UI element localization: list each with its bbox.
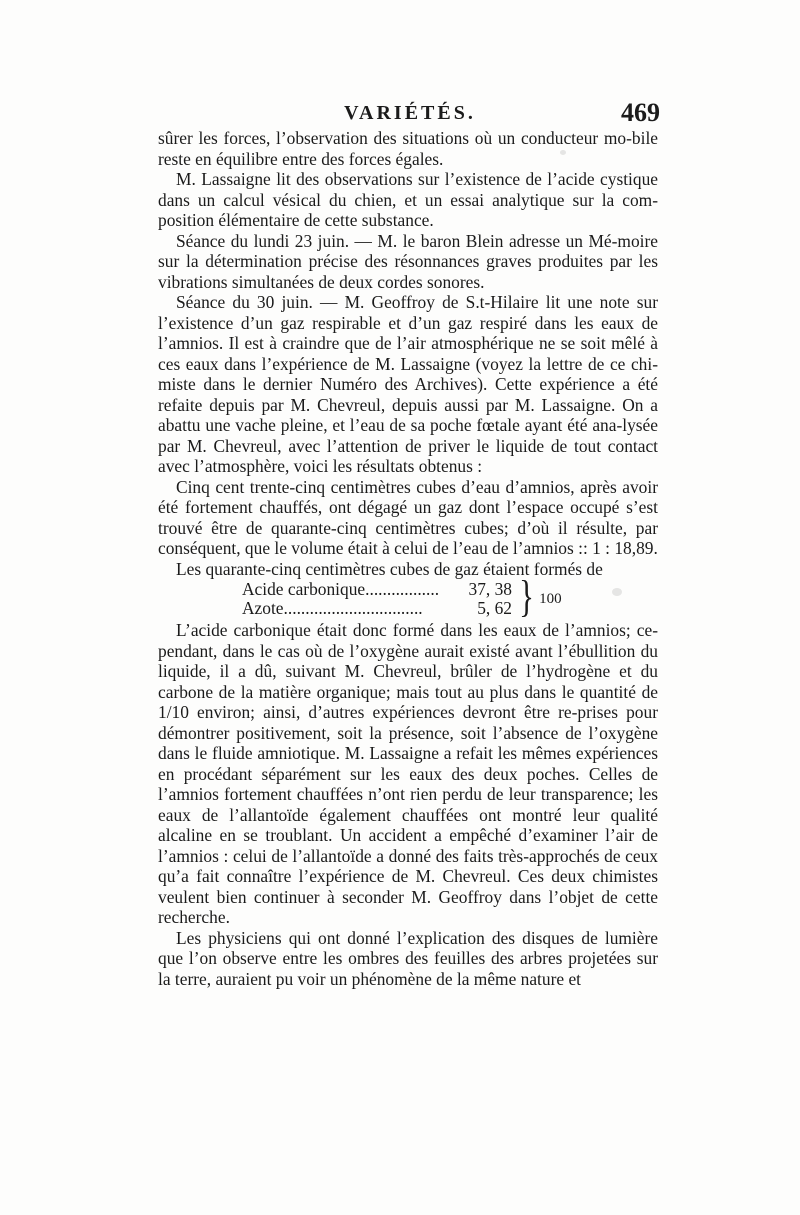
paragraph-lassaigne-cystique: M. Lassaigne lit des observations sur l’existence de l’acide cystique dans un calcul vésical du chien, et un essai analytique sur la com-position élémentaire de cette substance. — [158, 169, 658, 230]
ink-speck — [560, 150, 566, 155]
gas-value: 37, 38 — [468, 579, 512, 599]
paragraph-physiciens: Les physiciens qui ont donné l’explication des disques de lumière que l’on observe entre les ombres des feuilles des arbres projetées sur la terre, auraient pu voir un phénomène de la même nature et — [158, 927, 658, 989]
paragraph-seance-30-juin: Séance du 30 juin. — M. Geoffroy de S.t-Hilaire lit une note sur l’existence d’un gaz respirable et d’un gaz respiré dans les eaux de l’amnios. Il est à craindre que de l’air atmosphérique ne se soit mêlé à ces eaux dans l’expérience de M. Lassaigne (voyez la lettre de ce chi-miste dans le dernier Numéro des Archives). Cette expérience a été refaite depuis par M. Chevreul, depuis aussi par M. Lassaigne. On a abattu une vache pleine, et l’eau de sa poche fœtale ayant été ana-lysée par M. Chevreul, avec l’attention de priver le liquide de tout contact avec l’atmosphère, voici les résultats obtenus : — [158, 292, 658, 476]
brace-symbol: } — [519, 572, 534, 621]
table-row — [242, 580, 512, 599]
paragraph-seance-23-juin: Séance du lundi 23 juin. — M. le baron Blein adresse un Mé-moire sur la détermination précise des résonnances graves produites par les vibrations simultanées de deux cordes sonores. — [158, 230, 658, 292]
running-title: VARIÉTÉS. — [344, 102, 476, 124]
page-number: 469 — [621, 98, 660, 127]
gas-value: 5, 62 — [477, 598, 512, 618]
paragraph-forces: sûrer les forces, l’observation des situations où un conducteur mo-bile reste en équilibre entre des forces égales. — [158, 128, 658, 169]
page-body — [158, 128, 658, 989]
table-row — [242, 599, 512, 618]
dot-leader: ................................ — [283, 598, 423, 618]
gas-label: Azote — [242, 598, 284, 618]
page-header — [160, 98, 660, 130]
gas-total: 100 — [539, 590, 562, 607]
ink-speck — [612, 588, 622, 596]
gas-label: Acide carbonique — [242, 579, 366, 599]
paragraph-acide-carbonique: L’acide carbonique était donc formé dans les eaux de l’amnios; ce-pendant, dans le cas où de l’oxygène aurait existé avant l’ébullition du liquide, il a dû, suivant M. Chevreul, brûler de l’hydrogène et du carbone de la matière organique; mais tout au plus dans le quantité de 1/10 environ; ainsi, d’autres expériences devront être re-prises pour démontrer positivement, soit la présence, soit l’absence de l’oxygène dans le fluide amniotique. M. Lassaigne a refait les mêmes expériences en procédant séparément sur les eaux des deux poches. Celles de l’amnios fortement chauffées n’ont rien perdu de leur transparence; les eaux de l’allantoïde également chauffées ont montré leur qualité alcaline en se troublant. Un accident a empêché d’examiner l’air de l’amnios : celui de l’allantoïde a donné des faits très-approchés de ceux qu’a fait connaître l’expérience de M. Chevreul. Ces deux chimistes veulent bien continuer à seconder M. Geoffroy dans l’objet de cette recherche. — [158, 620, 658, 927]
dot-leader: ................. — [365, 579, 440, 599]
gas-composition-table — [242, 572, 622, 621]
paragraph-gaz-intro: Les quarante-cinq centimètres cubes de gaz étaient formés de — [176, 558, 603, 579]
paragraph-cinq-cent: Cinq cent trente-cinq centimètres cubes d’eau d’amnios, après avoir été fortement chauffés, ont dégagé un gaz dont l’espace occupé s’est trouvé être de quarante-cinq centimètres cubes; d’où il résulte, par conséquent, que le volume était à celui de l’eau de l’amnios :: 1 : 18,89. — [158, 476, 658, 558]
